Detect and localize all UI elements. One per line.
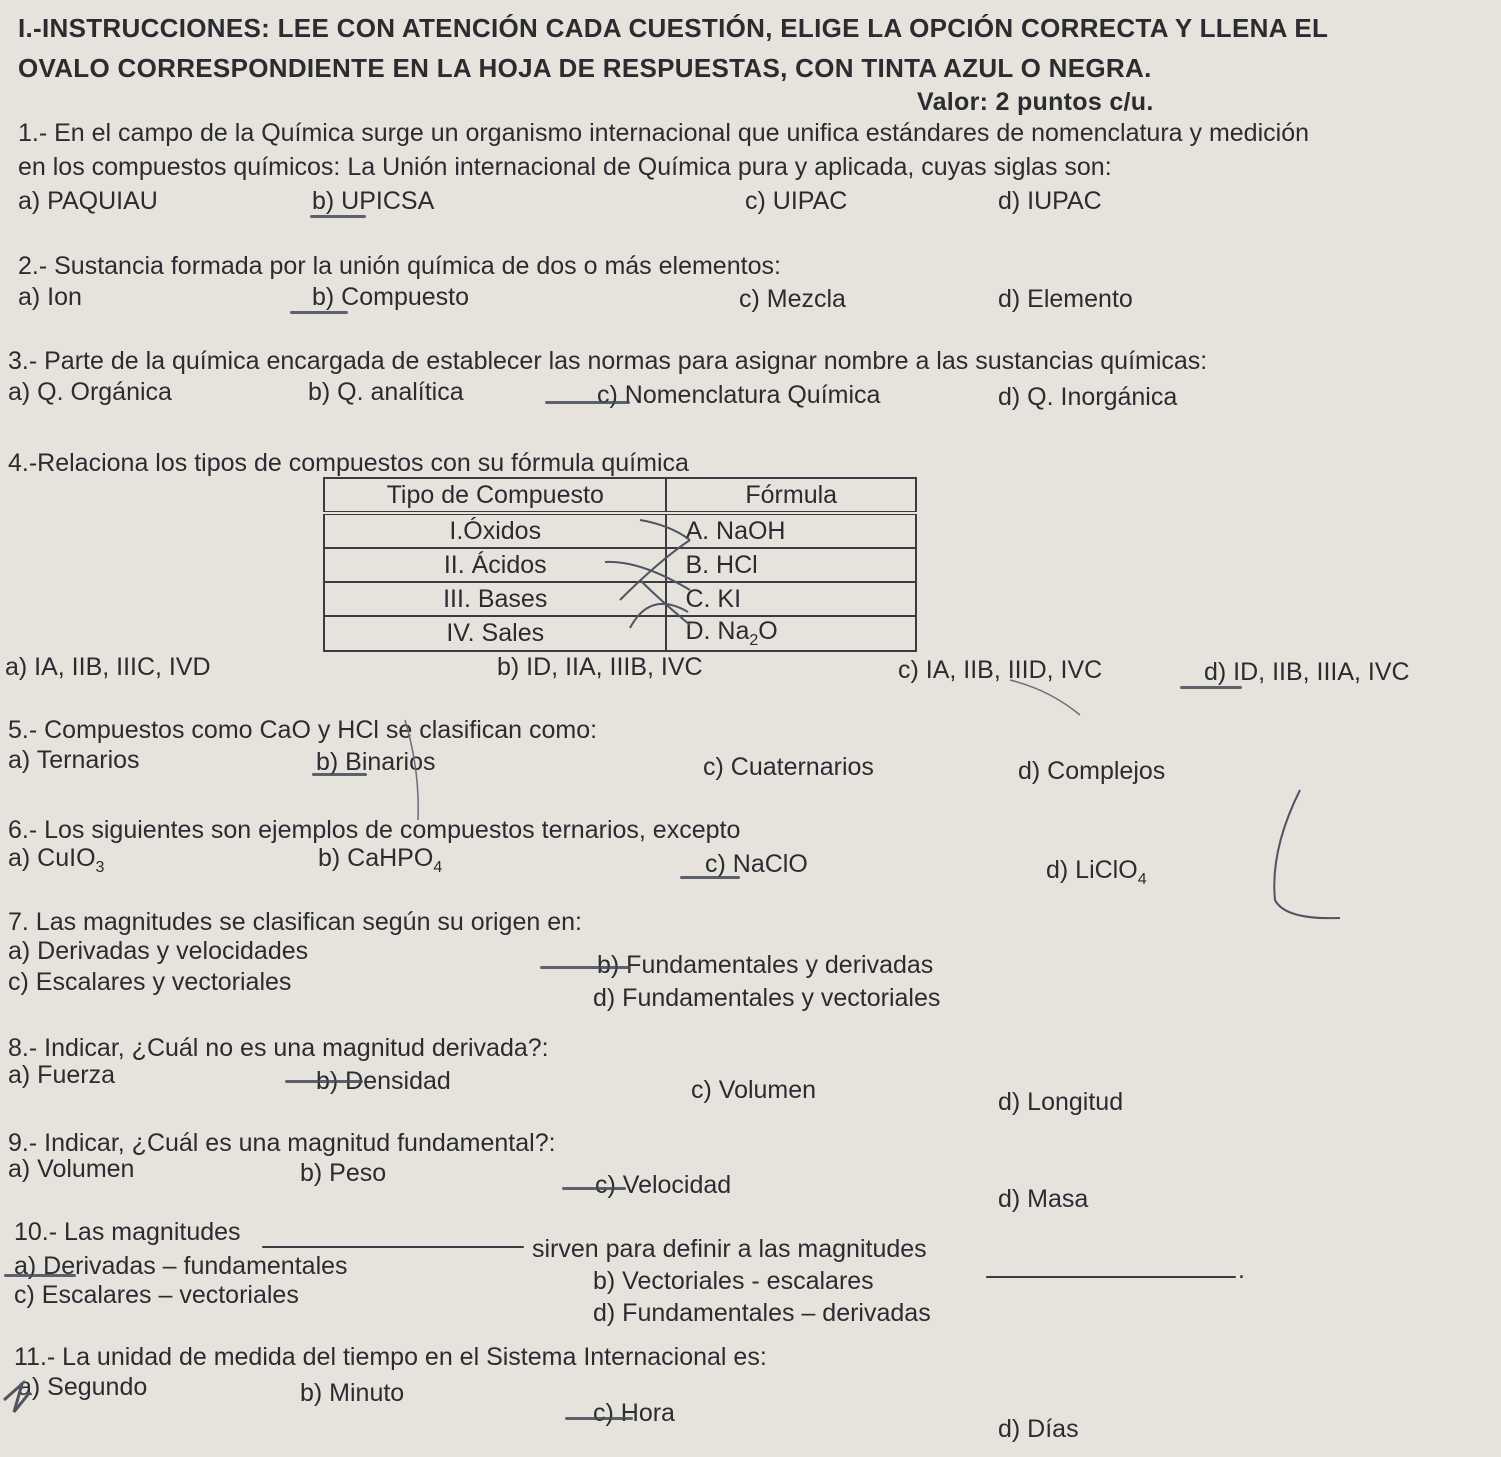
q11-option-c[interactable]: c) Hora: [593, 1399, 675, 1427]
q4-option-b[interactable]: b) ID, IIA, IIIB, IVC: [497, 653, 703, 681]
q10-option-c[interactable]: c) Escalares – vectoriales: [14, 1281, 299, 1309]
q7-option-c[interactable]: c) Escalares y vectoriales: [8, 968, 292, 996]
q9-option-a[interactable]: a) Volumen: [8, 1155, 135, 1183]
points-value: Valor: 2 puntos c/u.: [917, 88, 1154, 116]
q4-option-a[interactable]: a) IA, IIB, IIIC, IVD: [5, 653, 211, 681]
q3-option-c[interactable]: c) Nomenclatura Química: [597, 381, 881, 409]
question-6: 6.- Los siguientes son ejemplos de compuestos ternarios, excepto: [8, 816, 741, 844]
formula-cell: B. HCl: [666, 548, 916, 582]
type-cell: III. Bases: [324, 582, 666, 616]
q10-option-a[interactable]: a) Derivadas – fundamentales: [14, 1252, 348, 1280]
q6-a-prefix: a) CuIO: [8, 844, 96, 872]
q7-option-b[interactable]: b) Fundamentales y derivadas: [597, 951, 934, 979]
q3-option-b[interactable]: b) Q. analítica: [308, 378, 464, 406]
question-10-part-2: sirven para definir a las magnitudes: [532, 1235, 927, 1263]
q9-option-b[interactable]: b) Peso: [300, 1159, 387, 1187]
q11-option-b[interactable]: b) Minuto: [300, 1379, 405, 1407]
formula-cell: C. KI: [666, 582, 916, 616]
instructions-line-2: OVALO CORRESPONDIENTE EN LA HOJA DE RESPUESTAS, CON TINTA AZUL O NEGRA.: [18, 53, 1152, 83]
q6-d-prefix: d) LiClO: [1046, 856, 1138, 884]
q6-b-prefix: b) CaHPO: [318, 844, 434, 872]
q1-option-b[interactable]: b) UPICSA: [312, 187, 435, 215]
header-compound-type: Tipo de Compuesto: [324, 478, 666, 513]
q5-option-b[interactable]: b) Binarios: [316, 748, 436, 776]
question-11: 11.- La unidad de medida del tiempo en el Sistema Internacional es:: [14, 1343, 767, 1371]
question-4: 4.-Relaciona los tipos de compuestos con su fórmula química: [8, 449, 689, 477]
q6-b-subscript: 4: [433, 859, 443, 876]
question-9: 9.- Indicar, ¿Cuál es una magnitud fundamental?:: [8, 1129, 556, 1157]
q8-option-a[interactable]: a) Fuerza: [8, 1061, 115, 1089]
q1-option-d[interactable]: d) IUPAC: [998, 187, 1102, 215]
q1-option-c[interactable]: c) UIPAC: [745, 187, 848, 215]
q7-option-d[interactable]: d) Fundamentales y vectoriales: [593, 984, 941, 1012]
question-5: 5.- Compuestos como CaO y HCl se clasifican como:: [8, 716, 598, 744]
q1-option-a[interactable]: a) PAQUIAU: [18, 187, 158, 215]
q10-option-d[interactable]: d) Fundamentales – derivadas: [593, 1299, 931, 1327]
formula-d-subscript: 2: [749, 632, 759, 649]
q7-option-a[interactable]: a) Derivadas y velocidades: [8, 937, 309, 965]
q6-a-subscript: 3: [95, 859, 105, 876]
type-cell: I.Óxidos: [324, 513, 666, 548]
q9-option-c[interactable]: c) Velocidad: [595, 1171, 732, 1199]
question-3: 3.- Parte de la química encargada de establecer las normas para asignar nombre a las sustancias químicas:: [8, 347, 1208, 375]
header-formula: Fórmula: [666, 478, 916, 513]
formula-d-suffix: O: [758, 617, 778, 645]
question-10-part-1: 10.- Las magnitudes: [14, 1218, 241, 1246]
q3-option-a[interactable]: a) Q. Orgánica: [8, 378, 172, 406]
q2-option-d[interactable]: d) Elemento: [998, 285, 1133, 313]
type-cell: IV. Sales: [324, 616, 666, 651]
question-10-period: .: [1238, 1256, 1245, 1284]
question-7: 7. Las magnitudes se clasifican según su origen en:: [8, 908, 582, 936]
question-2: 2.- Sustancia formada por la unión química de dos o más elementos:: [18, 252, 781, 280]
q11-option-a[interactable]: a) Segundo: [18, 1373, 148, 1401]
q8-option-c[interactable]: c) Volumen: [691, 1076, 817, 1104]
q10-option-b[interactable]: b) Vectoriales - escalares: [593, 1267, 874, 1295]
q9-option-d[interactable]: d) Masa: [998, 1185, 1089, 1213]
formula-d-prefix: D. Na: [685, 617, 750, 645]
q2-option-b[interactable]: b) Compuesto: [312, 283, 470, 311]
question-1-line-2: en los compuestos químicos: La Unión internacional de Química pura y aplicada, cuyas siglas son:: [18, 153, 1112, 181]
q4-option-d[interactable]: d) ID, IIB, IIIA, IVC: [1204, 658, 1410, 686]
q5-option-d[interactable]: d) Complejos: [1018, 757, 1166, 785]
q11-option-d[interactable]: d) Días: [998, 1415, 1079, 1443]
formula-cell: A. NaOH: [666, 513, 916, 548]
question-8: 8.- Indicar, ¿Cuál no es una magnitud derivada?:: [8, 1034, 549, 1062]
q4-option-c[interactable]: c) IA, IIB, IIID, IVC: [898, 656, 1103, 684]
q5-option-a[interactable]: a) Ternarios: [8, 746, 140, 774]
q8-option-d[interactable]: d) Longitud: [998, 1088, 1124, 1116]
q3-option-d[interactable]: d) Q. Inorgánica: [998, 383, 1178, 411]
question-1-line-1: 1.- En el campo de la Química surge un organismo internacional que unifica estándares de nomenclatura y medición: [18, 119, 1310, 147]
q6-option-c[interactable]: c) NaClO: [705, 850, 808, 878]
q2-option-c[interactable]: c) Mezcla: [739, 285, 846, 313]
q6-d-subscript: 4: [1137, 871, 1147, 888]
q2-option-a[interactable]: a) Ion: [18, 283, 82, 311]
q8-option-b[interactable]: b) Densidad: [316, 1067, 451, 1095]
type-cell: II. Ácidos: [324, 548, 666, 582]
instructions-line-1: I.-INSTRUCCIONES: LEE CON ATENCIÓN CADA CUESTIÓN, ELIGE LA OPCIÓN CORRECTA Y LLENA EL: [18, 13, 1329, 43]
q5-option-c[interactable]: c) Cuaternarios: [703, 753, 874, 781]
